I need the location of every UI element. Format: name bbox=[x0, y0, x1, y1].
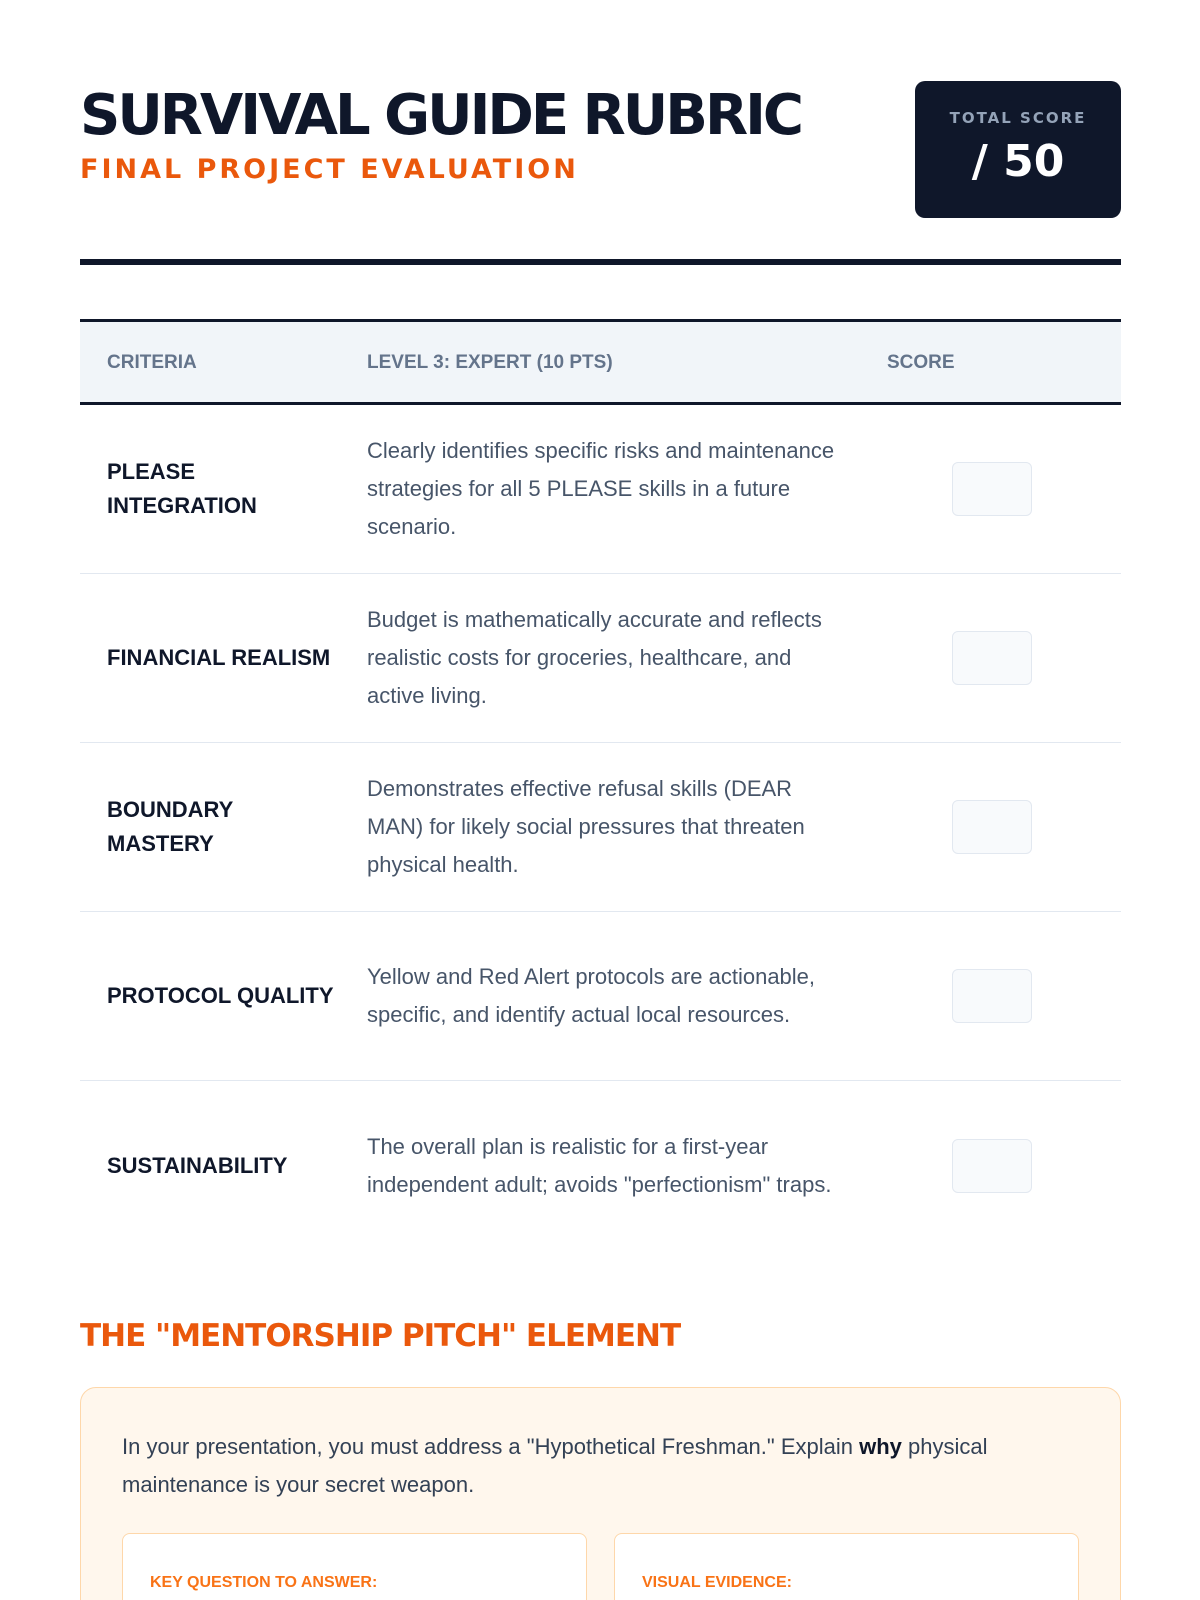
score-input[interactable] bbox=[952, 631, 1032, 685]
mentorship-intro-emphasis: why bbox=[859, 1434, 902, 1459]
score-input[interactable] bbox=[952, 1139, 1032, 1193]
criteria-description: Demonstrates effective refusal skills (DEAR MAN) for likely social pressures that threaten physical health. bbox=[367, 776, 805, 877]
criteria-label: BOUNDARY MASTERY bbox=[107, 797, 233, 856]
total-score-value: / 50 bbox=[971, 136, 1065, 187]
rubric-row-protocol-quality bbox=[80, 912, 1121, 1081]
column-header-score: SCORE bbox=[887, 352, 955, 373]
mentorship-pitch-panel bbox=[80, 1387, 1121, 1600]
key-question-label: KEY QUESTION TO ANSWER: bbox=[150, 1574, 378, 1591]
page-subtitle: FINAL PROJECT EVALUATION bbox=[80, 154, 579, 185]
score-input[interactable] bbox=[952, 800, 1032, 854]
criteria-label: PLEASE INTEGRATION bbox=[107, 459, 257, 518]
criteria-label: PROTOCOL QUALITY bbox=[107, 983, 334, 1008]
total-score-card bbox=[915, 81, 1121, 218]
criteria-description: The overall plan is realistic for a first-year independent adult; avoids "perfectionism" traps. bbox=[367, 1133, 832, 1197]
score-input[interactable] bbox=[952, 462, 1032, 516]
header-divider bbox=[80, 259, 1121, 265]
total-score-label: TOTAL SCORE bbox=[949, 109, 1087, 127]
rubric-row-please-integration bbox=[80, 405, 1121, 574]
rubric-table-header bbox=[80, 319, 1121, 405]
score-input[interactable] bbox=[952, 969, 1032, 1023]
criteria-description: Budget is mathematically accurate and reflects realistic costs for groceries, healthcare, and active living. bbox=[367, 607, 822, 708]
page-title: SURVIVAL GUIDE RUBRIC bbox=[80, 83, 801, 148]
criteria-description: Yellow and Red Alert protocols are actionable, specific, and identify actual local resources. bbox=[367, 964, 816, 1027]
rubric-row-boundary-mastery bbox=[80, 743, 1121, 912]
visual-evidence-label: VISUAL EVIDENCE: bbox=[642, 1574, 792, 1591]
key-question-box bbox=[122, 1533, 587, 1600]
criteria-label: SUSTAINABILITY bbox=[107, 1152, 288, 1178]
criteria-label: FINANCIAL REALISM bbox=[107, 645, 331, 670]
visual-evidence-box bbox=[614, 1533, 1079, 1600]
column-header-level: LEVEL 3: EXPERT (10 PTS) bbox=[367, 352, 613, 373]
mentorship-intro bbox=[122, 1428, 1082, 1504]
mentorship-intro-end: physical maintenance is your secret weapon. bbox=[122, 1434, 988, 1497]
criteria-description: Clearly identifies specific risks and maintenance strategies for all 5 PLEASE skills in a future scenario. bbox=[367, 438, 835, 539]
rubric-page bbox=[80, 0, 1121, 1600]
rubric-row-financial-realism bbox=[80, 574, 1121, 743]
rubric-row-sustainability bbox=[80, 1081, 1121, 1250]
column-header-criteria: CRITERIA bbox=[107, 352, 197, 373]
rubric-table bbox=[80, 319, 1121, 1250]
mentorship-intro-start: In your presentation, you must address a "Hypothetical Freshman." Explain bbox=[122, 1434, 860, 1459]
mentorship-section-title: THE "MENTORSHIP PITCH" ELEMENT bbox=[80, 1318, 681, 1354]
